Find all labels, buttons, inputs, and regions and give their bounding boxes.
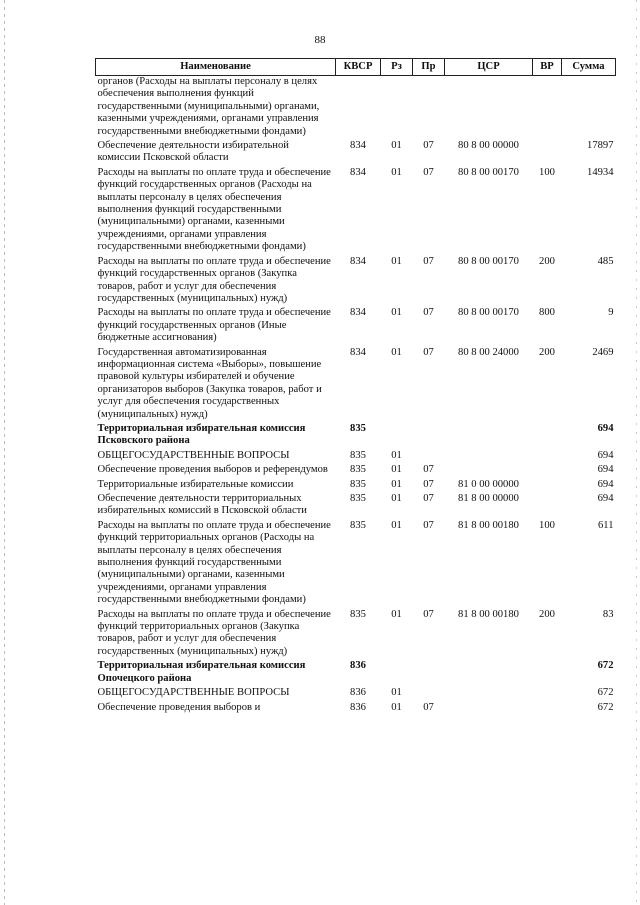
cell-vr bbox=[533, 660, 562, 687]
table-row bbox=[96, 450, 616, 464]
table-row bbox=[96, 256, 616, 308]
cell-csr: 80 8 00 00000 bbox=[458, 140, 519, 152]
cell-rz: 01 bbox=[391, 701, 402, 713]
cell-name: Территориальная избирательная комиссия Псковского района bbox=[97, 422, 306, 447]
cell-pr bbox=[413, 687, 445, 701]
cell-csr bbox=[445, 76, 533, 141]
cell-name: Обеспечение проведения выборов и bbox=[97, 701, 261, 713]
cell-vr: 100 bbox=[539, 166, 555, 178]
cell-pr bbox=[413, 76, 445, 141]
cell-rz: 01 bbox=[391, 166, 402, 178]
cell-pr: 07 bbox=[423, 464, 434, 476]
cell-pr: 07 bbox=[423, 140, 434, 152]
cell-rz: 01 bbox=[391, 449, 402, 461]
table-row bbox=[96, 520, 616, 609]
cell-sum: 9 bbox=[608, 307, 614, 319]
cell-pr: 07 bbox=[423, 478, 434, 490]
cell-kvsr: 834 bbox=[350, 166, 366, 178]
budget-table bbox=[95, 58, 616, 716]
header-rz: Рз bbox=[381, 59, 413, 76]
cell-name: органов (Расходы на выплаты персоналу в целях обеспечения выполнения функций государственными (муниципальными) органами, казенными учреждениями, органами управления государственными внебюджетными фондами) bbox=[97, 76, 320, 137]
cell-csr bbox=[445, 464, 533, 478]
page-number: 88 bbox=[314, 34, 326, 46]
cell-csr: 80 8 00 24000 bbox=[458, 346, 519, 358]
cell-vr: 200 bbox=[539, 346, 555, 358]
cell-pr: 07 bbox=[423, 255, 434, 267]
cell-csr: 81 8 00 00000 bbox=[458, 493, 519, 504]
cell-rz: 01 bbox=[391, 464, 402, 476]
table-row bbox=[96, 702, 616, 716]
cell-vr: 800 bbox=[539, 307, 555, 319]
cell-vr bbox=[533, 450, 562, 464]
cell-name: Расходы на выплаты по оплате труда и обеспечение функций территориальных органов (Закупка товаров, работ и услуг для обеспечения государственных (муниципальных) нужд) bbox=[97, 608, 331, 657]
cell-csr bbox=[445, 450, 533, 464]
cell-name: Расходы на выплаты по оплате труда и обеспечение функций территориальных органов (Расходы на выплаты персоналу в целях обеспечения выполнения функций государственными (муниципальными) органами, казенными учреждениями, органами управления государственными внебюджетными фондами) bbox=[97, 519, 331, 606]
cell-rz: 01 bbox=[391, 478, 402, 490]
cell-vr bbox=[533, 479, 562, 493]
header-kvsr: КВСР bbox=[336, 59, 381, 76]
cell-sum: 485 bbox=[597, 255, 614, 267]
cell-name: Расходы на выплаты по оплате труда и обеспечение функций государственных органов (Расходы на выплаты персоналу в целях обеспечения выполнения функций государственными (муниципальными) органами, казенными учреждениями, органами управления государственными внебюджетными фондами) bbox=[97, 166, 331, 253]
cell-kvsr: 834 bbox=[350, 307, 366, 319]
cell-name: ОБЩЕГОСУДАРСТВЕННЫЕ ВОПРОСЫ bbox=[97, 687, 290, 699]
cell-vr bbox=[533, 76, 562, 141]
cell-name: Обеспечение деятельности территориальных избирательных комиссий в Псковской области bbox=[97, 493, 307, 517]
table-row bbox=[96, 493, 616, 520]
cell-vr bbox=[533, 493, 562, 520]
cell-sum: 694 bbox=[597, 493, 614, 504]
cell-kvsr: 835 bbox=[350, 464, 366, 476]
cell-rz bbox=[381, 423, 413, 450]
cell-sum: 672 bbox=[597, 687, 614, 699]
cell-kvsr: 836 bbox=[350, 687, 366, 699]
cell-rz: 01 bbox=[391, 608, 402, 620]
table-row bbox=[96, 423, 616, 450]
cell-kvsr bbox=[336, 76, 381, 141]
cell-csr: 81 0 00 00000 bbox=[458, 478, 519, 490]
cell-kvsr: 835 bbox=[350, 449, 366, 461]
cell-kvsr: 836 bbox=[350, 701, 366, 713]
cell-rz: 01 bbox=[391, 519, 402, 531]
cell-sum: 2469 bbox=[592, 346, 614, 358]
cell-rz bbox=[381, 76, 413, 141]
cell-rz: 01 bbox=[391, 307, 402, 319]
scan-edge-left bbox=[4, 0, 5, 905]
cell-pr bbox=[413, 423, 445, 450]
table-body bbox=[96, 76, 616, 716]
table-row bbox=[96, 479, 616, 493]
cell-sum: 694 bbox=[597, 449, 614, 461]
cell-vr bbox=[533, 140, 562, 167]
cell-csr: 81 8 00 00180 bbox=[458, 519, 519, 531]
cell-vr bbox=[533, 423, 562, 450]
table-row bbox=[96, 609, 616, 661]
cell-csr bbox=[445, 423, 533, 450]
cell-csr bbox=[445, 702, 533, 716]
table-row bbox=[96, 687, 616, 701]
table-row bbox=[96, 464, 616, 478]
cell-pr: 07 bbox=[423, 493, 434, 504]
cell-name: Расходы на выплаты по оплате труда и обеспечение функций государственных органов (Иные бюджетные ассигнования) bbox=[97, 307, 331, 344]
cell-kvsr: 834 bbox=[350, 140, 366, 152]
cell-rz: 01 bbox=[391, 255, 402, 267]
cell-kvsr: 834 bbox=[350, 346, 366, 358]
cell-name: Государственная автоматизированная информационная система «Выборы», повышение правовой культуры избирателей и обучение организаторов выборов (Закупка товаров, работ и услуг для обеспечения государственных (муниципальных) нужд) bbox=[97, 346, 322, 420]
cell-pr: 07 bbox=[423, 346, 434, 358]
table-row bbox=[96, 167, 616, 256]
cell-rz: 01 bbox=[391, 346, 402, 358]
cell-kvsr: 835 bbox=[350, 608, 366, 620]
header-vr: ВР bbox=[533, 59, 562, 76]
cell-vr bbox=[533, 687, 562, 701]
cell-sum: 83 bbox=[602, 608, 614, 620]
cell-pr: 07 bbox=[423, 166, 434, 178]
header-csr: ЦСР bbox=[445, 59, 533, 76]
cell-name: ОБЩЕГОСУДАРСТВЕННЫЕ ВОПРОСЫ bbox=[97, 449, 290, 461]
table-row bbox=[96, 140, 616, 167]
cell-rz: 01 bbox=[391, 493, 402, 504]
cell-rz: 01 bbox=[391, 687, 402, 699]
cell-vr: 200 bbox=[539, 255, 555, 267]
cell-kvsr: 835 bbox=[350, 493, 366, 504]
cell-csr bbox=[445, 660, 533, 687]
cell-kvsr: 835 bbox=[350, 422, 366, 434]
cell-csr: 80 8 00 00170 bbox=[458, 166, 519, 178]
table-row bbox=[96, 347, 616, 423]
scan-edge-right bbox=[636, 0, 637, 905]
cell-sum: 694 bbox=[597, 422, 614, 434]
cell-pr: 07 bbox=[423, 307, 434, 319]
cell-pr bbox=[413, 450, 445, 464]
cell-csr: 80 8 00 00170 bbox=[458, 255, 519, 267]
cell-sum bbox=[562, 76, 616, 141]
header-sum: Сумма bbox=[562, 59, 616, 76]
cell-kvsr: 835 bbox=[350, 519, 366, 531]
header-pr: Пр bbox=[413, 59, 445, 76]
table-row bbox=[96, 660, 616, 687]
cell-sum: 672 bbox=[597, 660, 614, 672]
cell-name: Расходы на выплаты по оплате труда и обеспечение функций государственных органов (Закупка товаров, работ и услуг для обеспечения государственных (муниципальных) нужд) bbox=[97, 255, 331, 304]
cell-vr bbox=[533, 464, 562, 478]
cell-sum: 694 bbox=[597, 478, 614, 490]
cell-sum: 672 bbox=[597, 701, 614, 713]
cell-kvsr: 836 bbox=[350, 660, 366, 672]
cell-name: Территориальная избирательная комиссия Опочецкого района bbox=[97, 660, 306, 684]
cell-sum: 611 bbox=[598, 519, 614, 531]
cell-kvsr: 835 bbox=[350, 478, 366, 490]
header-name: Наименование bbox=[96, 59, 336, 76]
cell-name: Обеспечение проведения выборов и референдумов bbox=[97, 464, 328, 476]
cell-pr: 07 bbox=[423, 701, 434, 713]
cell-pr: 07 bbox=[423, 608, 434, 620]
cell-csr bbox=[445, 687, 533, 701]
cell-sum: 14934 bbox=[587, 166, 614, 178]
cell-vr bbox=[533, 702, 562, 716]
cell-name: Территориальные избирательные комиссии bbox=[97, 478, 294, 490]
cell-sum: 17897 bbox=[587, 140, 614, 152]
table-row bbox=[96, 76, 616, 141]
cell-pr bbox=[413, 660, 445, 687]
cell-rz: 01 bbox=[391, 140, 402, 152]
cell-kvsr: 834 bbox=[350, 255, 366, 267]
table-header-row bbox=[96, 59, 616, 76]
cell-rz bbox=[381, 660, 413, 687]
cell-vr: 200 bbox=[539, 608, 555, 620]
cell-name: Обеспечение деятельности избирательной комиссии Псковской области bbox=[97, 140, 289, 164]
cell-csr: 80 8 00 00170 bbox=[458, 307, 519, 319]
table-row bbox=[96, 307, 616, 346]
cell-csr: 81 8 00 00180 bbox=[458, 608, 519, 620]
cell-vr: 100 bbox=[539, 519, 555, 531]
cell-sum: 694 bbox=[597, 464, 614, 476]
cell-pr: 07 bbox=[423, 519, 434, 531]
